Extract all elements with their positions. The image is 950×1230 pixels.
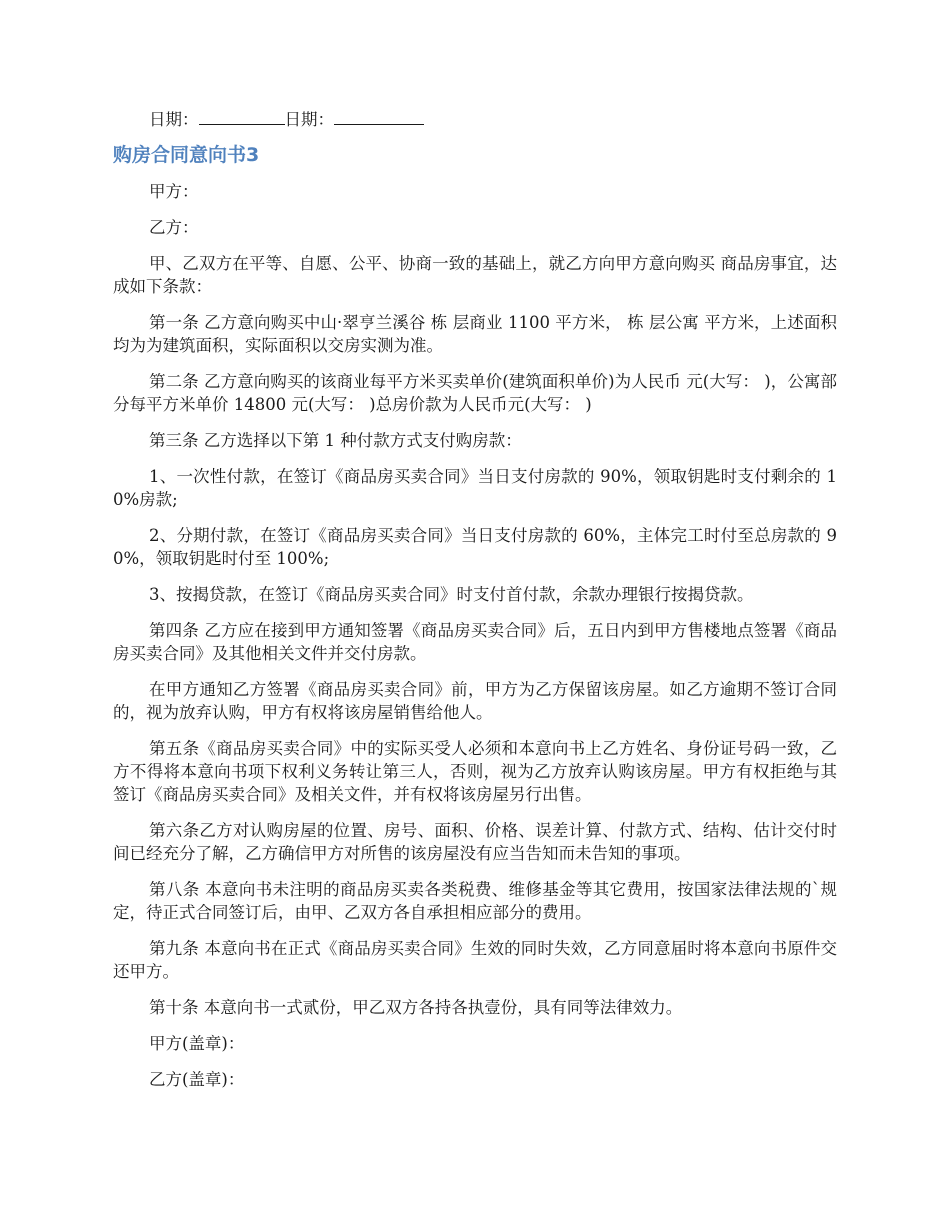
clause-4-note: 在甲方通知乙方签署《商品房买卖合同》前，甲方为乙方保留该房屋。如乙方逾期不签订合同的，视为放弃认购，甲方有权将该房屋销售给他人。 xyxy=(113,680,837,722)
party-a-line: 甲方： xyxy=(149,182,199,201)
clause-2: 第二条 乙方意向购买的该商业每平方米买卖单价(建筑面积单价)为人民币 元(大写： )，公寓部分每平方米单价 14800 元(大写： )总房价款为人民币元(大写： ) xyxy=(113,372,837,414)
paragraph-intro: 甲、乙双方在平等、自愿、公平、协商一致的基础上，就乙方向甲方意向购买 商品房事宜，达成如下条款： xyxy=(113,254,837,296)
clause-9: 第九条 本意向书在正式《商品房买卖合同》生效的同时失效，乙方同意届时将本意向书原件交还甲方。 xyxy=(113,939,837,981)
section-heading: 购房合同意向书3 xyxy=(113,144,260,166)
party-b-line: 乙方： xyxy=(149,218,199,237)
date-blank-2 xyxy=(334,108,424,125)
clause-3: 第三条 乙方选择以下第 1 种付款方式支付购房款： xyxy=(149,431,522,450)
document-page xyxy=(113,108,837,1104)
clause-5: 第五条《商品房买卖合同》中的实际买受人必须和本意向书上乙方姓名、身份证号码一致，乙方不得将本意向书项下权利义务转让第三人，否则，视为乙方放弃认购该房屋。甲方有权拒绝与其签订《商品房买卖合同》及相关文件，并有权将该房屋另行出售。 xyxy=(113,739,837,804)
clause-8: 第八条 本意向书未注明的商品房买卖各类税费、维修基金等其它费用，按国家法律法规的`规定，待正式合同签订后，由甲、乙双方各自承担相应部分的费用。 xyxy=(113,880,837,922)
date-label-2: 日期： xyxy=(284,110,334,129)
date-blank-1 xyxy=(199,108,285,125)
seal-party-a: 甲方(盖章)： xyxy=(149,1034,245,1053)
clause-6: 第六条乙方对认购房屋的位置、房号、面积、价格、误差计算、付款方式、结构、估计交付时间已经充分了解，乙方确信甲方对所售的该房屋没有应当告知而未告知的事项。 xyxy=(113,821,837,863)
seal-party-b: 乙方(盖章)： xyxy=(149,1070,245,1089)
payment-option-2: 2、分期付款，在签订《商品房买卖合同》当日支付房款的 60%，主体完工时付至总房款的 90%，领取钥匙时付至 100%; xyxy=(113,526,837,568)
payment-option-3: 3、按揭贷款，在签订《商品房买卖合同》时支付首付款，余款办理银行按揭贷款。 xyxy=(149,585,754,604)
clause-4: 第四条 乙方应在接到甲方通知签署《商品房买卖合同》后，五日内到甲方售楼地点签署《商品房买卖合同》及其他相关文件并交付房款。 xyxy=(113,621,837,663)
date-line xyxy=(113,108,837,131)
payment-option-1: 1、一次性付款，在签订《商品房买卖合同》当日支付房款的 90%，领取钥匙时支付剩余的 10%房款; xyxy=(113,467,837,509)
date-label-1: 日期： xyxy=(149,110,199,129)
clause-1: 第一条 乙方意向购买中山·翠亨兰溪谷 栋 层商业 1100 平方米， 栋 层公寓 平方米，上述面积均为为建筑面积，实际面积以交房实测为准。 xyxy=(113,313,837,355)
clause-10: 第十条 本意向书一式贰份，甲乙双方各持各执壹份，具有同等法律效力。 xyxy=(149,998,683,1017)
